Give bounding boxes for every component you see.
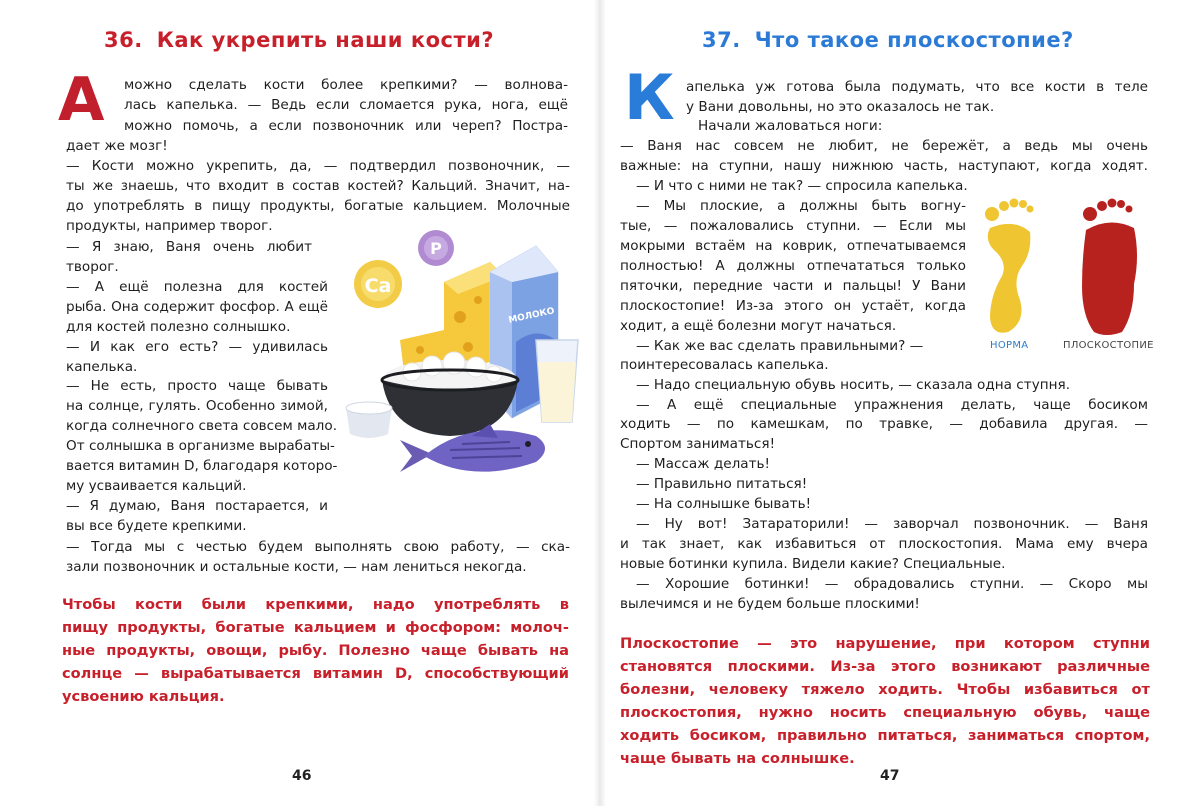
text-line: ты же знаешь, что входит в состав костей? Кальций. Значит, на-: [66, 178, 570, 194]
book-gutter: [594, 0, 606, 806]
text-line: вается витамин D, благодаря которо-: [66, 458, 338, 474]
text-line: — Массаж делать!: [636, 456, 770, 472]
text-line: у Вани довольны, но это оказалось не так.: [686, 99, 995, 115]
text-line: и так знает, как избавиться от плоскостопия. Мама ему вчера: [620, 536, 1148, 552]
calcium-foods-illustration: [340, 222, 590, 502]
text-line: продукты, например творог.: [66, 218, 273, 234]
right-page-number: 47: [880, 768, 900, 784]
left-page-number: 46: [292, 768, 312, 784]
text-line: От солнышка в организме вырабаты-: [66, 438, 335, 454]
summary-line: болезни, человеку тяжело ходить. Чтобы избавиться от: [620, 681, 1150, 698]
normal-foot-icon: [985, 199, 1034, 333]
text-line: тые, — пожаловались ступни. — Если мы: [620, 218, 966, 234]
right-drop-cap: К: [624, 61, 675, 134]
footprints-illustration: [978, 196, 1158, 340]
summary-line: Чтобы кости были крепкими, надо употреблять в: [62, 596, 569, 613]
text-line: — Правильно питаться!: [636, 476, 808, 492]
text-line: ходить — по камешкам, по травке, — добавила другая. —: [620, 416, 1148, 432]
text-line: ходит, а ещё болезни могут начаться.: [620, 318, 897, 334]
summary-line: пищу продукты, богатые кальцием и фосфором: молоч-: [62, 619, 569, 636]
text-line: — Мы плоские, а должны быть вогну-: [636, 198, 966, 214]
summary-line: ходить босиком, правильно питаться, заниматься спортом,: [620, 727, 1150, 744]
text-line: — Надо специальную обувь носить, — сказала одна ступня.: [636, 377, 1071, 393]
text-line: — А ещё полезна для костей: [66, 279, 328, 295]
text-line: до употреблять в пищу продукты, богатые кальцием. Молочные: [66, 198, 570, 214]
calcium-badge-icon: [354, 260, 402, 308]
text-line: му усваивается кальций.: [66, 478, 247, 494]
text-line: зали позвоночник и остальные кости, — нам лениться некогда.: [66, 559, 527, 575]
summary-line: Плоскостопие — это нарушение, при котором ступни: [620, 635, 1150, 652]
text-line: дает же мозг!: [66, 138, 168, 154]
left-page-title: [104, 28, 494, 52]
text-line: — Ваня нас совсем не любит, не бережёт, а ведь мы очень: [620, 138, 1148, 154]
flat-foot-icon: [1082, 199, 1137, 336]
text-line: — Кости можно укрепить, да, — подтвердил позвоночник, —: [66, 158, 570, 174]
text-line: пяточки, передние части и пальцы! У Вани: [620, 278, 966, 294]
text-line: поинтересовалась капелька.: [620, 357, 829, 373]
milk-glass-icon: [536, 340, 578, 422]
text-line: лась капелька. — Ведь если сломается рука, нога, ещё: [124, 97, 568, 113]
phosphorus-badge-icon: [418, 230, 454, 266]
text-line: — Ну вот! Затараторили! — заворчал позвоночник. — Ваня: [636, 516, 1148, 532]
milk-carton-label: МОЛОКО: [507, 306, 556, 326]
text-line: полностью! А должны отпечататься только: [620, 258, 966, 274]
text-line: Начали жаловаться ноги:: [698, 118, 883, 134]
text-line: на солнце, гулять. Особенно зимой,: [66, 398, 328, 414]
text-line: можно помочь, а если позвоночник или череп? Постра-: [124, 118, 568, 134]
calcium-badge-label: Ca: [364, 275, 392, 297]
text-line: когда солнечного света совсем мало.: [66, 418, 338, 434]
phosphorus-badge-label: P: [430, 239, 442, 258]
text-line: апелька уж готова была подумать, что все кости в теле: [686, 79, 1148, 95]
summary-line: усвоению кальция.: [62, 688, 225, 705]
right-title-text: Что такое плоскостопие?: [754, 28, 1074, 52]
right-page-title: [702, 28, 1074, 52]
summary-line: солнце — вырабатывается витамин D, способствующий: [62, 665, 569, 682]
normal-foot-label: НОРМА: [990, 340, 1029, 351]
text-line: плоскостопие! Из-за этого он устаёт, когда: [620, 298, 966, 314]
sour-cream-bowl-icon: [346, 402, 392, 438]
text-line: капелька.: [66, 359, 138, 375]
text-line: — Не есть, просто чаще бывать: [66, 378, 328, 394]
text-line: новые ботинки купила. Видели какие? Специальные.: [620, 556, 1006, 572]
text-line: важные: на ступни, нашу нижнюю часть, наступают, когда ходят.: [620, 158, 1148, 174]
text-line: — Как же вас сделать правильными? —: [636, 338, 924, 354]
text-line: — На солнышке бывать!: [636, 496, 812, 512]
text-line: — Тогда мы с честью будем выполнять свою работу, — ска-: [66, 539, 570, 555]
text-line: — И что с ними не так? — спросила капелька.: [636, 178, 968, 194]
text-line: мокрыми встаём на коврик, отпечатываемся: [620, 238, 966, 254]
summary-line: чаще бывать на солнышке.: [620, 750, 855, 767]
summary-line: плоскостопия, нужно носить специальную обувь, чаще: [620, 704, 1150, 721]
right-title-number: 37.: [702, 28, 741, 52]
text-line: можно сделать кости более крепкими? — волнова-: [124, 77, 568, 93]
left-title-text: Как укрепить наши кости?: [156, 28, 495, 52]
text-line: Спортом заниматься!: [620, 436, 776, 452]
text-line: для костей полезно солнышко.: [66, 319, 291, 335]
text-line: — А ещё специальные упражнения делать, чаще босиком: [636, 397, 1148, 413]
summary-line: становятся плоскими. Из-за этого возникают различные: [620, 658, 1150, 675]
text-line: — Хорошие ботинки! — обрадовались ступни. — Скоро мы: [636, 576, 1148, 592]
text-line: рыба. Она содержит фосфор. А ещё: [66, 299, 328, 315]
text-line: — И как его есть? — удивилась: [66, 339, 328, 355]
text-line: вы все будете крепкими.: [66, 518, 247, 534]
summary-line: ные продукты, овощи, рыбу. Полезно чаще бывать на: [62, 642, 569, 659]
flat-foot-label: ПЛОСКОСТОПИЕ: [1063, 340, 1154, 351]
text-line: вылечимся и не будем больше плоскими!: [620, 596, 920, 612]
text-line: — Я думаю, Ваня постарается, и: [66, 498, 328, 514]
text-line: творог.: [66, 259, 119, 275]
text-line: — Я знаю, Ваня очень любит: [66, 239, 312, 255]
left-drop-cap: А: [58, 65, 105, 135]
left-title-number: 36.: [104, 28, 143, 52]
